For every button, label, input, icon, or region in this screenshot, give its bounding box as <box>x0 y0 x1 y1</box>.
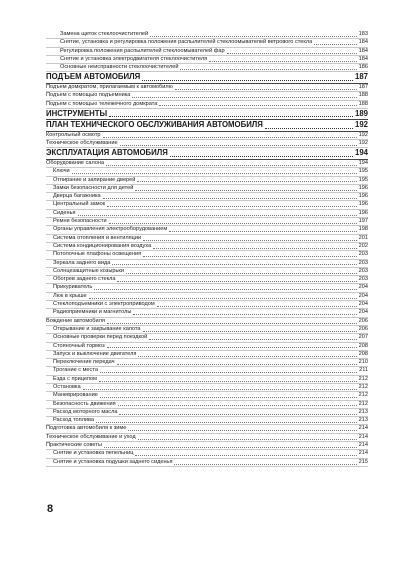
toc-entry <box>46 401 368 409</box>
dot-leader <box>175 89 357 90</box>
toc-entry <box>46 160 368 168</box>
toc-entry <box>46 459 368 467</box>
toc-entry-title: Центральный замок <box>53 201 106 208</box>
toc-entry-page: 212 <box>358 392 368 399</box>
dot-leader <box>112 264 356 265</box>
dot-leader <box>132 97 356 98</box>
toc-entry <box>46 243 368 251</box>
toc-entry <box>46 92 368 100</box>
toc-section-heading <box>46 72 368 84</box>
toc-entry-title: Вождение автомобиля <box>46 317 105 324</box>
dot-leader <box>109 223 357 224</box>
dot-leader <box>120 145 357 146</box>
toc-entry <box>46 168 368 176</box>
toc-entry-page: 187 <box>358 83 368 90</box>
toc-entry-page: 208 <box>358 350 368 357</box>
dot-leader <box>99 381 357 382</box>
dot-leader <box>107 206 356 207</box>
toc-entry-title: ПОДЪЕМ АВТОМОБИЛЯ <box>46 72 141 82</box>
toc-entry-page: 203 <box>358 267 368 274</box>
dot-leader <box>118 405 357 406</box>
toc-entry <box>46 392 368 400</box>
toc-entry-title: Потолочные плафоны освещения <box>53 251 142 258</box>
toc-entry-title: Безопасность движения <box>53 400 116 407</box>
toc-entry-title: ИНСТРУМЕНТЫ <box>46 108 108 118</box>
dot-leader <box>143 256 357 257</box>
toc-entry-title: Открывание и закрывание капота <box>53 325 141 332</box>
toc-entry-page: 212 <box>358 383 368 390</box>
toc-entry <box>46 334 368 342</box>
dot-leader <box>157 306 357 307</box>
toc-entry-title: Снятие и установка пепельниц <box>53 450 134 457</box>
toc-entry-title: Техническое обслуживание <box>46 140 118 147</box>
toc-entry-page: 214 <box>358 450 368 457</box>
toc-entry-title: Подготовка автомобиля к зиме <box>46 425 127 432</box>
dot-leader <box>103 198 357 199</box>
toc-entry <box>46 64 368 72</box>
dot-leader <box>137 181 356 182</box>
toc-entry-title: Основные неисправности стеклоочистителей <box>60 64 179 71</box>
toc-entry-title: Обогрев заднего стекла <box>53 276 116 283</box>
toc-entry-page: 204 <box>358 309 368 316</box>
toc-entry-page: 212 <box>358 400 368 407</box>
toc-entry <box>46 185 368 193</box>
toc-entry-title: Система кондиционирования воздуха <box>53 242 152 249</box>
toc-entry-title: ЭКСПЛУАТАЦИЯ АВТОМОБИЛЯ <box>46 148 168 158</box>
toc-entry <box>46 56 368 64</box>
toc-entry <box>46 48 368 56</box>
toc-entry-page: 213 <box>358 417 368 424</box>
dot-leader <box>109 116 353 117</box>
toc-entry <box>46 442 368 450</box>
toc-entry-page: 210 <box>358 359 368 366</box>
toc-entry-title: Расход топлива <box>53 417 95 424</box>
dot-leader <box>78 215 357 216</box>
toc-entry-title: Стояночный тормоз <box>53 342 105 349</box>
toc-entry-page: 211 <box>359 367 368 374</box>
dot-leader <box>83 389 357 390</box>
toc-entry <box>46 309 368 317</box>
toc-section-heading <box>46 109 368 121</box>
toc-entry-title: Техническое обслуживание и уход <box>46 433 136 440</box>
toc-entry <box>46 351 368 359</box>
toc-entry-page: 196 <box>358 184 368 191</box>
toc-entry-title: Трогание с места <box>53 367 98 374</box>
toc-entry-page: 204 <box>358 292 368 299</box>
toc-entry <box>46 409 368 417</box>
toc-entry <box>46 218 368 226</box>
toc-entry-title: Отпирание и запирание дверей <box>53 176 136 183</box>
toc-entry <box>46 318 368 326</box>
toc-entry <box>46 326 368 334</box>
toc-entry-title: Ключи <box>53 168 70 175</box>
dot-leader <box>104 447 357 448</box>
toc-entry <box>46 376 368 384</box>
dot-leader <box>209 61 357 62</box>
toc-entry-title: Зеркала заднего вида <box>53 259 111 266</box>
dot-leader <box>143 240 357 241</box>
toc-entry-page: 203 <box>358 251 368 258</box>
toc-entry <box>46 276 368 284</box>
toc-entry-page: 203 <box>358 259 368 266</box>
toc-entry-page: 206 <box>358 325 368 332</box>
toc-entry <box>46 359 368 367</box>
toc-entry-page: 204 <box>358 284 368 291</box>
toc-entry-title: Дверца багажника <box>53 193 101 200</box>
toc-entry <box>46 450 368 458</box>
toc-entry <box>46 260 368 268</box>
toc-entry <box>46 210 368 218</box>
toc-entry <box>46 39 368 47</box>
toc-entry <box>46 343 368 351</box>
dot-leader <box>135 455 356 456</box>
dot-leader <box>135 190 356 191</box>
dot-leader <box>94 289 356 290</box>
toc-entry-page: 202 <box>358 242 368 249</box>
dot-leader <box>133 314 356 315</box>
toc-entry-page: 184 <box>358 55 368 62</box>
toc-entry-title: Органы управления электрооборудованием <box>53 226 168 233</box>
toc-entry-title: Прикуриватель <box>53 284 93 291</box>
dot-leader <box>100 397 357 398</box>
toc-entry-page: 215 <box>358 458 368 465</box>
dot-leader <box>72 173 357 174</box>
toc-section-heading <box>46 148 368 160</box>
dot-leader <box>170 156 353 157</box>
dot-leader <box>159 105 356 106</box>
toc-entry <box>46 417 368 425</box>
dot-leader <box>100 372 357 373</box>
toc-entry-title: Маневрирование <box>53 392 98 399</box>
toc-entry-title: Практические советы <box>46 442 102 449</box>
toc-entry-page: 195 <box>358 176 368 183</box>
dot-leader <box>265 128 353 129</box>
toc-entry-page: 207 <box>358 334 368 341</box>
toc-entry-title: Остановка <box>53 383 81 390</box>
toc-entry-page: 208 <box>358 342 368 349</box>
toc-entry-title: Стеклоподъемники с электроприводом <box>53 301 155 308</box>
toc-entry <box>46 101 368 109</box>
toc-entry-page: 184 <box>358 47 368 54</box>
toc-entry-title: Запуск и выключение двигателя <box>53 350 137 357</box>
dot-leader <box>150 36 357 37</box>
dot-leader <box>153 248 356 249</box>
dot-leader <box>169 231 356 232</box>
toc-entry-page: 201 <box>358 234 368 241</box>
toc-entry-page: 196 <box>358 193 368 200</box>
toc-entry-title: Замки безопасности для детей <box>53 184 134 191</box>
toc-entry <box>46 132 368 140</box>
toc-entry <box>46 425 368 433</box>
toc-entry-title: Езда с прицепом <box>53 375 97 382</box>
toc-entry-page: 197 <box>358 218 368 225</box>
dot-leader <box>180 69 356 70</box>
toc-entry-title: Переключение передач <box>53 359 115 366</box>
toc-entry-page: 194 <box>354 148 368 158</box>
toc-entry <box>46 31 368 39</box>
dot-leader <box>106 165 357 166</box>
toc-entry-page: 206 <box>358 317 368 324</box>
toc-entry-title: Регулировка положения распылителей стеклоомывателей фар <box>60 47 225 54</box>
toc-entry-title: Радиоприемники и магнитолы <box>53 309 132 316</box>
toc-entry-title: Подъем с помощью подъемника <box>46 92 131 99</box>
toc-entry <box>46 251 368 259</box>
dot-leader <box>117 281 356 282</box>
toc-entry <box>46 301 368 309</box>
toc-entry <box>46 140 368 148</box>
toc-entry-page: 184 <box>358 39 368 46</box>
toc-section-heading <box>46 120 368 132</box>
dot-leader <box>119 414 356 415</box>
toc-entry <box>46 226 368 234</box>
dot-leader <box>107 347 357 348</box>
toc-entry-title: ПЛАН ТЕХНИЧЕСКОГО ОБСЛУЖИВАНИЯ АВТОМОБИЛЯ <box>46 120 263 130</box>
toc-entry-title: Снятие, установка и регулировка положения распылителей стеклоомывателей ветрового стекла <box>60 39 313 46</box>
toc-entry <box>46 384 368 392</box>
toc-entry-page: 195 <box>358 168 368 175</box>
dot-leader <box>227 53 357 54</box>
toc-entry-page: 192 <box>358 131 368 138</box>
toc-entry <box>46 293 368 301</box>
toc-entry-page: 203 <box>358 276 368 283</box>
dot-leader <box>174 464 356 465</box>
toc-entry-page: 192 <box>354 120 368 130</box>
toc-entry-page: 188 <box>358 100 368 107</box>
dot-leader <box>128 430 356 431</box>
toc-entry-page: 212 <box>358 375 368 382</box>
toc-entry-page: 187 <box>354 72 368 82</box>
toc-entry-page: 194 <box>358 159 368 166</box>
toc-entry-page: 183 <box>358 31 368 37</box>
toc-entry-title: Система отопления и вентиляции <box>53 234 142 241</box>
toc-entry-page: 188 <box>358 92 368 99</box>
page-number: 8 <box>47 503 54 515</box>
toc-entry <box>46 84 368 92</box>
dot-leader <box>143 331 357 332</box>
dot-leader <box>142 80 353 81</box>
dot-leader <box>117 364 357 365</box>
toc-entry <box>46 177 368 185</box>
dot-leader <box>126 273 357 274</box>
toc-entry-title: Снятие и установка электродвигателя стеклоочистителя <box>60 55 208 62</box>
dot-leader <box>96 422 357 423</box>
toc-entry-title: Основные проверки перед поездкой <box>53 334 148 341</box>
toc-entry-title: Снятие и установка подушки заднего сиденья <box>53 458 173 465</box>
toc-entry <box>46 268 368 276</box>
toc-entry-page: 192 <box>358 140 368 147</box>
toc-entry-title: Подъем домкратом, прилагаемым к автомобилю <box>46 83 173 90</box>
dot-leader <box>138 356 356 357</box>
toc-entry-page: 189 <box>354 108 368 118</box>
toc-entry-page: 214 <box>358 425 368 432</box>
toc-entry-page: 196 <box>358 201 368 208</box>
dot-leader <box>103 137 357 138</box>
toc-entry-page: 186 <box>358 64 368 71</box>
toc-entry-page: 204 <box>358 301 368 308</box>
toc-entry-title: Оборудование салона <box>46 159 105 166</box>
toc-entry <box>46 193 368 201</box>
dot-leader <box>138 439 357 440</box>
toc-entry-page: 214 <box>358 433 368 440</box>
toc-entry-page: 196 <box>358 209 368 216</box>
toc-entry-page: 214 <box>358 442 368 449</box>
toc-entry-title: Расход моторного масла <box>53 408 118 415</box>
toc-entry <box>46 434 368 442</box>
toc-entry-page: 198 <box>358 226 368 233</box>
toc-entry-title: Замена щеток стеклоочистителей <box>60 31 149 37</box>
toc-entry-page: 213 <box>358 408 368 415</box>
dot-leader <box>314 44 356 45</box>
dot-leader <box>107 323 357 324</box>
toc-entry-title: Солнцезащитные козырьки <box>53 267 124 274</box>
toc-entry <box>46 201 368 209</box>
toc-entry-title: Контрольный осмотр <box>46 131 101 138</box>
dot-leader <box>89 298 357 299</box>
toc-entry-title: Ремни безопасности <box>53 218 107 225</box>
toc-entry-title: Сиденья <box>53 209 76 216</box>
dot-leader <box>149 339 356 340</box>
toc-entry-title: Люк в крыше <box>53 292 87 299</box>
table-of-contents <box>46 31 368 467</box>
toc-entry-title: Подъем с помощью тележечного домкрата <box>46 100 158 107</box>
toc-entry <box>46 367 368 375</box>
toc-entry <box>46 235 368 243</box>
toc-entry <box>46 284 368 292</box>
